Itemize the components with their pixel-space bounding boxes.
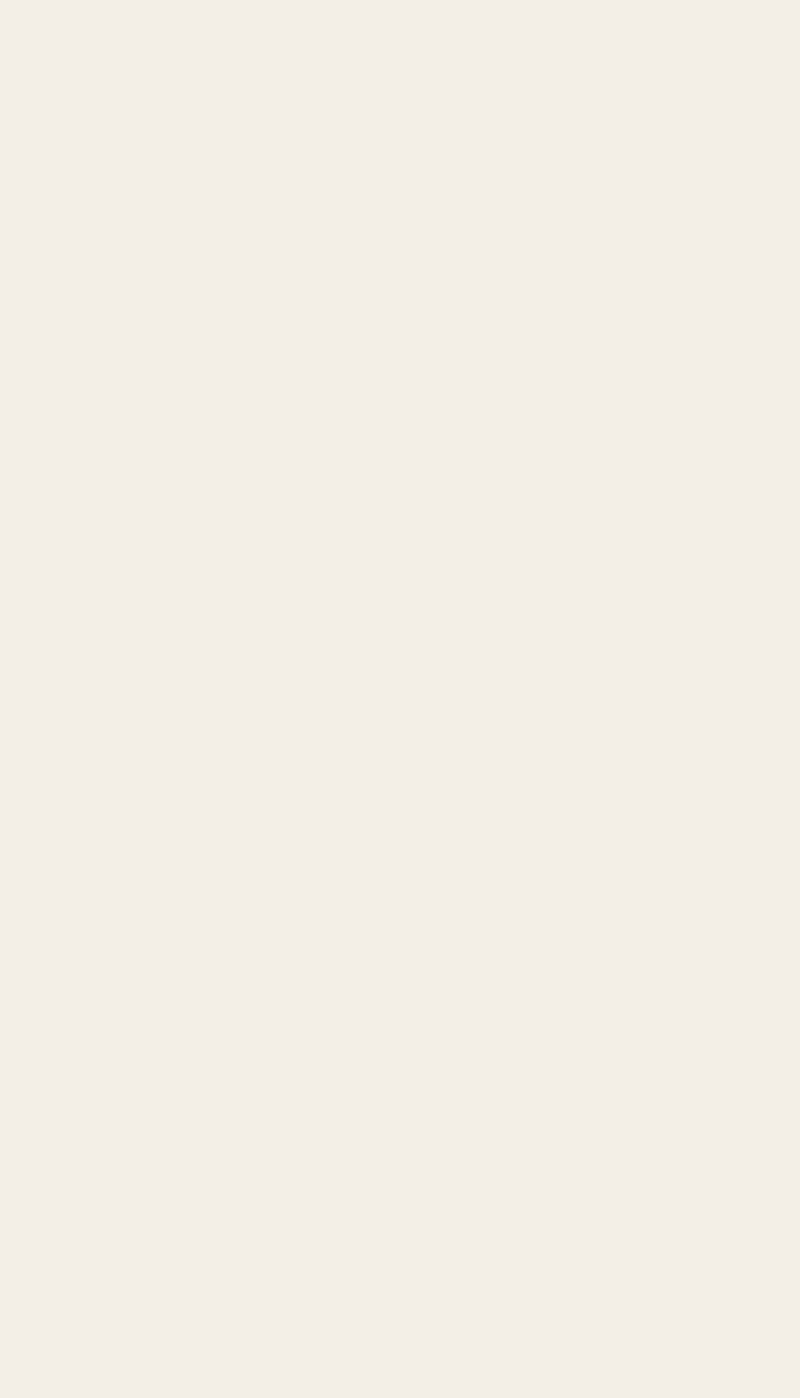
running-header [92,58,732,108]
